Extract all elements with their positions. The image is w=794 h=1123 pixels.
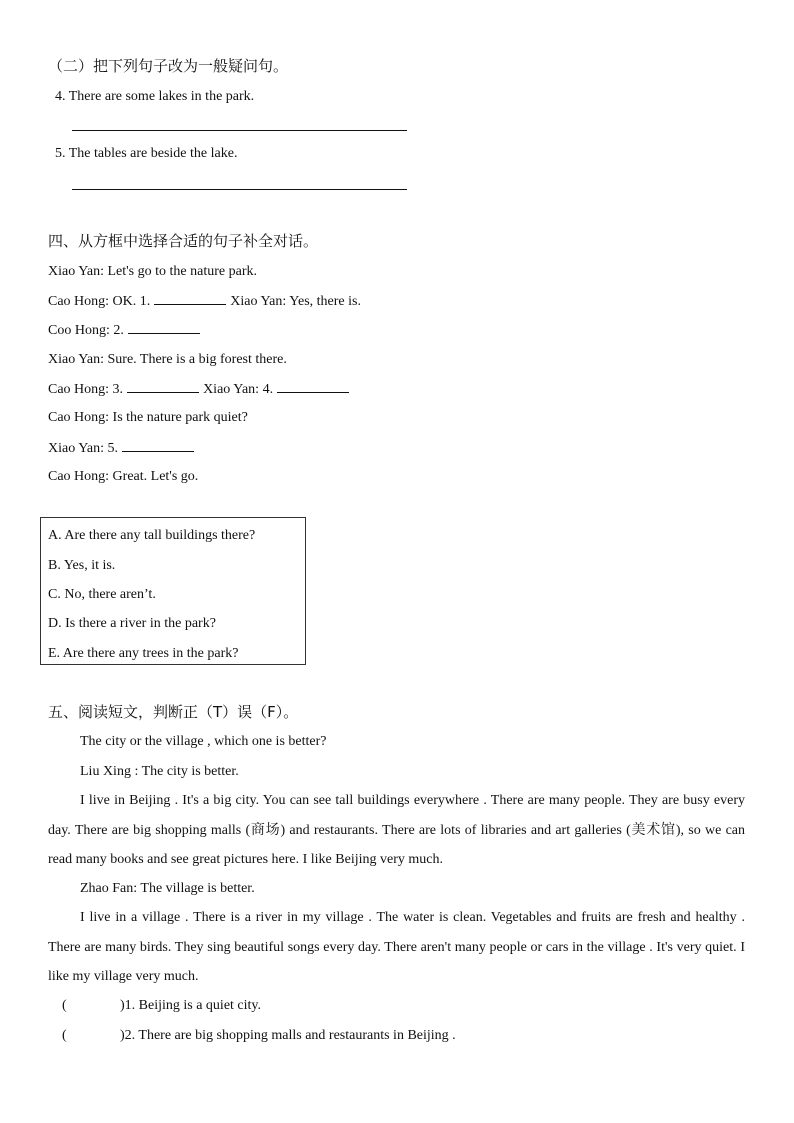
dialogue-line-4: Xiao Yan: Sure. There is a big forest there. (48, 352, 287, 367)
option-a: A. Are there any tall buildings there? (48, 528, 256, 543)
blank-2[interactable] (128, 321, 200, 334)
dialogue-line-5 (48, 380, 353, 399)
question-5: 5. The tables are beside the lake. (55, 146, 238, 161)
question-4: 4. There are some lakes in the park. (55, 89, 255, 104)
true-false-item-2 (62, 1027, 456, 1045)
dialogue-text: Xiao Yan: 4. (203, 382, 274, 397)
dialogue-text: Xiao Yan: Yes, there is. (230, 294, 361, 309)
true-false-item-1 (62, 997, 261, 1015)
statement-1: )1. Beijing is a quiet city. (120, 998, 262, 1013)
dialogue-text: Cao Hong: OK. 1. (48, 294, 151, 309)
passage-intro: The city or the village , which one is better? (80, 734, 327, 749)
blank-5[interactable] (122, 439, 194, 452)
section-4-heading: 四、从方框中选择合适的句子补全对话。 (48, 232, 319, 250)
liu-xing-paragraph: I live in Beijing . It's a big city. You can see tall buildings everywhere . There are many people. They are busy every day. There are big shopping malls (商场) and restaurants. There are lots of libraries and art galleries (美术馆), so we can read many books and see great pictures here. I like Beijing very much. (48, 793, 745, 867)
blank-4[interactable] (277, 380, 349, 393)
zhao-fan-paragraph: I live in a village . There is a river in my village . The water is clean. Vegetables and fruits are fresh and healthy . There are many birds. They sing beautiful songs every day. There aren't many people or cars in the village . It's very quiet. I like my village very much. (48, 910, 745, 984)
dialogue-line-8: Cao Hong: Great. Let's go. (48, 469, 199, 484)
answer-line-5[interactable] (72, 189, 407, 190)
liu-xing-heading: Liu Xing : The city is better. (80, 764, 239, 779)
zhao-fan-heading: Zhao Fan: The village is better. (80, 881, 255, 896)
dialogue-line-1: Xiao Yan: Let's go to the nature park. (48, 264, 257, 279)
dialogue-line-3 (48, 321, 204, 340)
dialogue-text: Cao Hong: 3. (48, 382, 124, 397)
dialogue-line-2 (48, 292, 361, 311)
dialogue-line-7 (48, 439, 198, 458)
blank-3[interactable] (127, 380, 199, 393)
blank-1[interactable] (154, 292, 226, 305)
dialogue-text: Xiao Yan: 5. (48, 441, 119, 456)
option-d: D. Is there a river in the park? (48, 616, 216, 631)
answer-bracket-2[interactable]: ( (62, 1028, 67, 1043)
option-b: B. Yes, it is. (48, 558, 116, 573)
dialogue-text: Coo Hong: 2. (48, 323, 124, 338)
dialogue-line-6: Cao Hong: Is the nature park quiet? (48, 410, 248, 425)
statement-2: )2. There are big shopping malls and restaurants in Beijing . (120, 1028, 456, 1043)
section-2-heading: （二）把下列句子改为一般疑问句。 (48, 57, 289, 75)
answer-bracket-1[interactable]: ( (62, 998, 67, 1013)
option-c: C. No, there aren’t. (48, 587, 156, 602)
section-5-heading: 五、阅读短文，判断正（T）误（F）。 (48, 703, 299, 721)
answer-line-4[interactable] (72, 130, 407, 131)
option-e: E. Are there any trees in the park? (48, 646, 239, 661)
